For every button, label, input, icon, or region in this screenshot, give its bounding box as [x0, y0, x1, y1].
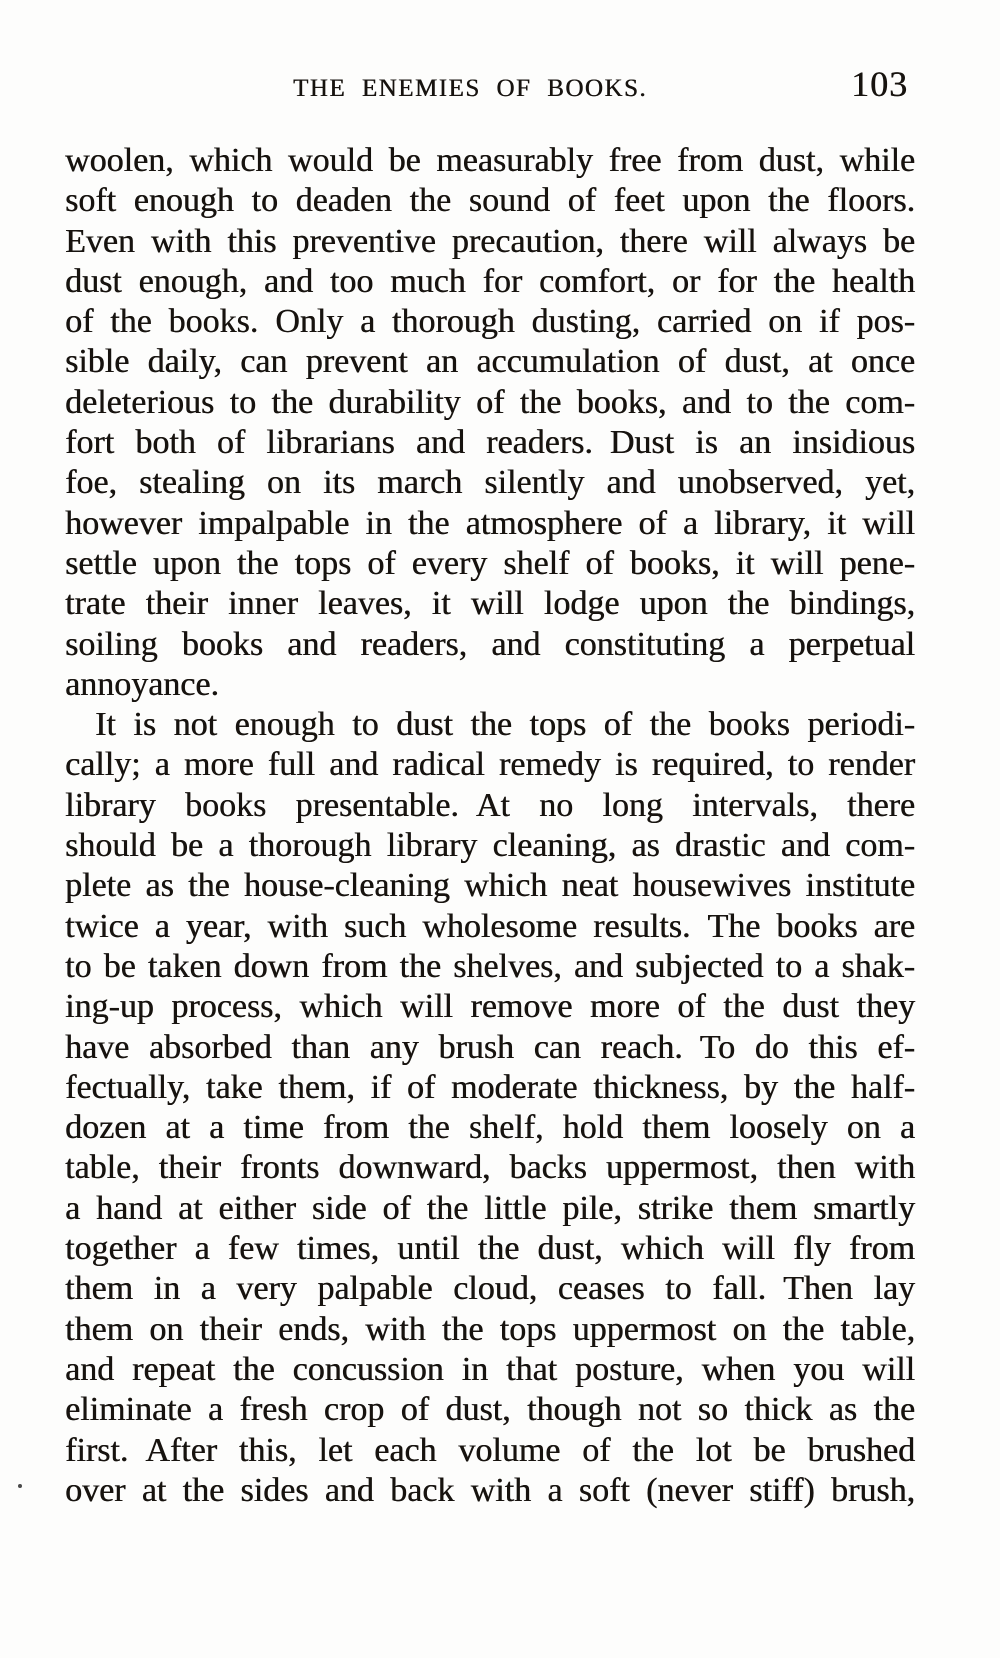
text-line: It is not enough to dust the tops of the books periodi- [95, 706, 915, 744]
text-line: Even with this preventive precaution, there will always be [65, 222, 915, 260]
text-line: foe, stealing on its march silently and unobserved, yet, [65, 464, 915, 502]
text-line: them in a very palpable cloud, ceases to fall. Then lay [65, 1270, 915, 1308]
text-line: soft enough to deaden the sound of feet upon the floors. [65, 182, 915, 220]
text-line: together a few times, until the dust, which will fly from [65, 1230, 915, 1268]
text-line: them on their ends, with the tops uppermost on the table, [65, 1310, 915, 1348]
text-line: soiling books and readers, and constituting a perpetual [65, 625, 915, 663]
text-line: sible daily, can prevent an accumulation of dust, at once [65, 343, 915, 381]
text-line: table, their fronts downward, backs uppermost, then with [65, 1149, 915, 1187]
text-line: annoyance. [65, 665, 219, 703]
text-line: cally; a more full and radical remedy is required, to render [65, 746, 915, 784]
text-line: fort both of librarians and readers. Dust is an insidious [65, 424, 915, 462]
text-line: over at the sides and back with a soft (never stiff) brush, [65, 1471, 915, 1509]
text-line: woolen, which would be measurably free from dust, while [65, 142, 915, 179]
text-line: dust enough, and too much for comfort, or for the health [65, 262, 915, 300]
text-line: and repeat the concussion in that posture, when you will [65, 1350, 915, 1388]
text-line: deleterious to the durability of the books, and to the com- [65, 383, 915, 421]
scan-speck [18, 1484, 22, 1488]
text-line: fectually, take them, if of moderate thickness, by the half- [65, 1068, 915, 1106]
text-line: have absorbed than any brush can reach. To do this ef- [65, 1028, 915, 1066]
text-line: plete as the house-cleaning which neat housewives institute [65, 867, 915, 905]
text-line: ing-up process, which will remove more of the dust they [65, 988, 915, 1026]
text-line: library books presentable. At no long intervals, there [65, 786, 915, 824]
running-title: THE ENEMIES OF BOOKS. [292, 75, 648, 102]
body-text [65, 141, 915, 1511]
text-line: to be taken down from the shelves, and subjected to a shak- [65, 947, 915, 985]
text-line: twice a year, with such wholesome results. The books are [65, 907, 915, 945]
text-line: first. After this, let each volume of the lot be brushed [65, 1431, 915, 1469]
text-line: dozen at a time from the shelf, hold them loosely on a [65, 1109, 915, 1147]
text-line: should be a thorough library cleaning, as drastic and com- [65, 827, 915, 865]
text-line: however impalpable in the atmosphere of a library, it will [65, 504, 915, 542]
page-number: 103 [851, 64, 908, 104]
text-line: a hand at either side of the little pile, strike them smartly [65, 1189, 915, 1227]
text-line: eliminate a fresh crop of dust, though not so thick as the [65, 1391, 915, 1429]
text-line: trate their inner leaves, it will lodge upon the bindings, [65, 585, 915, 623]
text-line: settle upon the tops of every shelf of books, it will pene- [65, 544, 915, 582]
text-line: of the books. Only a thorough dusting, carried on if pos- [65, 303, 915, 341]
